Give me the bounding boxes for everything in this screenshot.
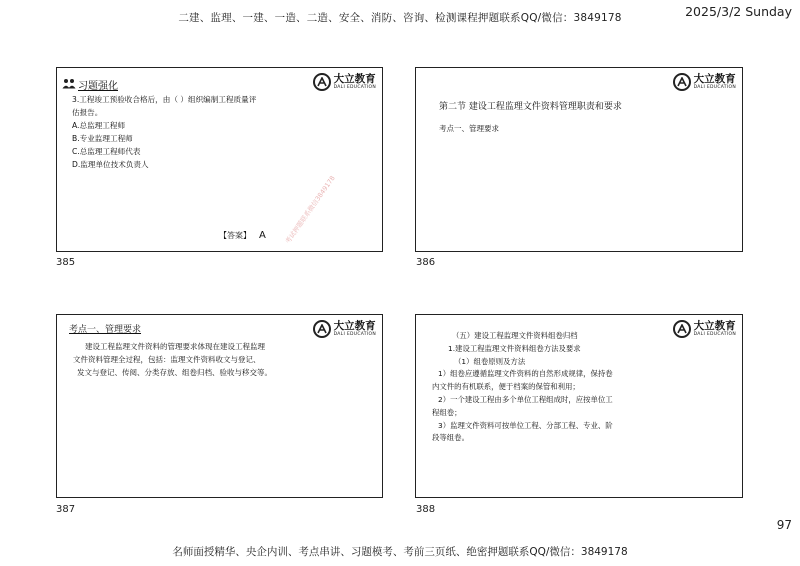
slide-title (62, 77, 118, 92)
logo-cn: 大立教育 (333, 320, 376, 332)
slide-386 (415, 67, 743, 252)
footer-text: 名师面授精华、央企内训、考点串讲、习题模考、考前三页纸、绝密押题联系QQ/微信：3849178 (172, 546, 628, 558)
logo-cn: 大立教育 (693, 73, 736, 85)
body-line: （1）组卷原则及方法 (454, 356, 526, 366)
slide-title: 考点一、管理要求 (69, 325, 142, 335)
slide-body (73, 340, 272, 379)
header-date: 2025/3/2 Sunday (685, 4, 792, 19)
body-line: 1.建设工程监理文件资料组卷方法及要求 (448, 343, 581, 353)
logo-icon (673, 320, 691, 338)
body-line: 3）监理文件资料可按单位工程、分部工程、专业、阶 (438, 420, 613, 430)
slide-number: 388 (416, 504, 436, 515)
watermark: 考试押题联系微信3849178 (283, 174, 337, 246)
slide-number: 385 (56, 257, 76, 268)
slide-body (432, 330, 613, 445)
question-line: 3.工程竣工预验收合格后，由（ ）组织编制工程质量评 (72, 95, 257, 104)
logo (313, 73, 376, 91)
body-line: 段等组卷。 (432, 433, 469, 443)
logo-icon (313, 73, 331, 91)
body-line: 1）组卷应遵循监理文件资料的自然形成规律，保持卷 (438, 369, 613, 379)
people-icon (62, 78, 76, 92)
slide-title-text: 习题强化 (78, 81, 118, 92)
option-c: C.总监理工程师代表 (72, 147, 141, 156)
body-line: 2）一个建设工程由多个单位工程组成时，应按单位工 (438, 394, 613, 404)
header-title: 二建、监理、一建、一造、二造、安全、消防、咨询、检测课程押题联系QQ/微信：3849178 (178, 12, 622, 24)
slide-number: 386 (416, 257, 436, 268)
body-line: 发文与登记、传阅、分类存放、组卷归档、验收与移交等。 (77, 368, 272, 377)
question-line: 估报告。 (72, 108, 103, 117)
option-d: D.监理单位技术负责人 (72, 160, 149, 169)
logo-en: DALI EDUCATION (693, 84, 736, 90)
logo-en: DALI EDUCATION (333, 331, 376, 337)
answer-label: 【答案】 (219, 231, 251, 240)
slide-number: 387 (56, 504, 76, 515)
body-line: 建设工程监理文件资料的管理要求体现在建设工程监理 (85, 342, 265, 351)
question-body (72, 93, 292, 171)
slide-385 (56, 67, 383, 252)
body-line: 程组卷； (432, 407, 462, 417)
option-b: B.专业监理工程师 (72, 134, 133, 143)
logo-en: DALI EDUCATION (693, 331, 736, 337)
logo (673, 73, 736, 91)
section-title: 第二节 建设工程监理文件资料管理职责和要求 (439, 102, 622, 112)
slide-387 (56, 314, 383, 498)
answer (219, 230, 266, 241)
section-subtitle: 考点一、管理要求 (439, 124, 499, 133)
page-number: 97 (776, 518, 792, 532)
option-a: A.总监理工程师 (72, 121, 126, 130)
logo-en: DALI EDUCATION (333, 84, 376, 90)
body-line: 内文件的有机联系，便于档案的保管和利用； (432, 382, 580, 392)
body-line: （五）建设工程监理文件资料组卷归档 (452, 331, 578, 340)
logo-icon (673, 73, 691, 91)
logo (673, 320, 736, 338)
body-line: 文件资料管理全过程，包括：监理文件资料收文与登记、 (73, 355, 261, 364)
slide-388 (415, 314, 743, 498)
logo-icon (313, 320, 331, 338)
logo (313, 320, 376, 338)
answer-value: A (259, 230, 266, 241)
logo-cn: 大立教育 (333, 73, 376, 85)
logo-cn: 大立教育 (693, 320, 736, 332)
